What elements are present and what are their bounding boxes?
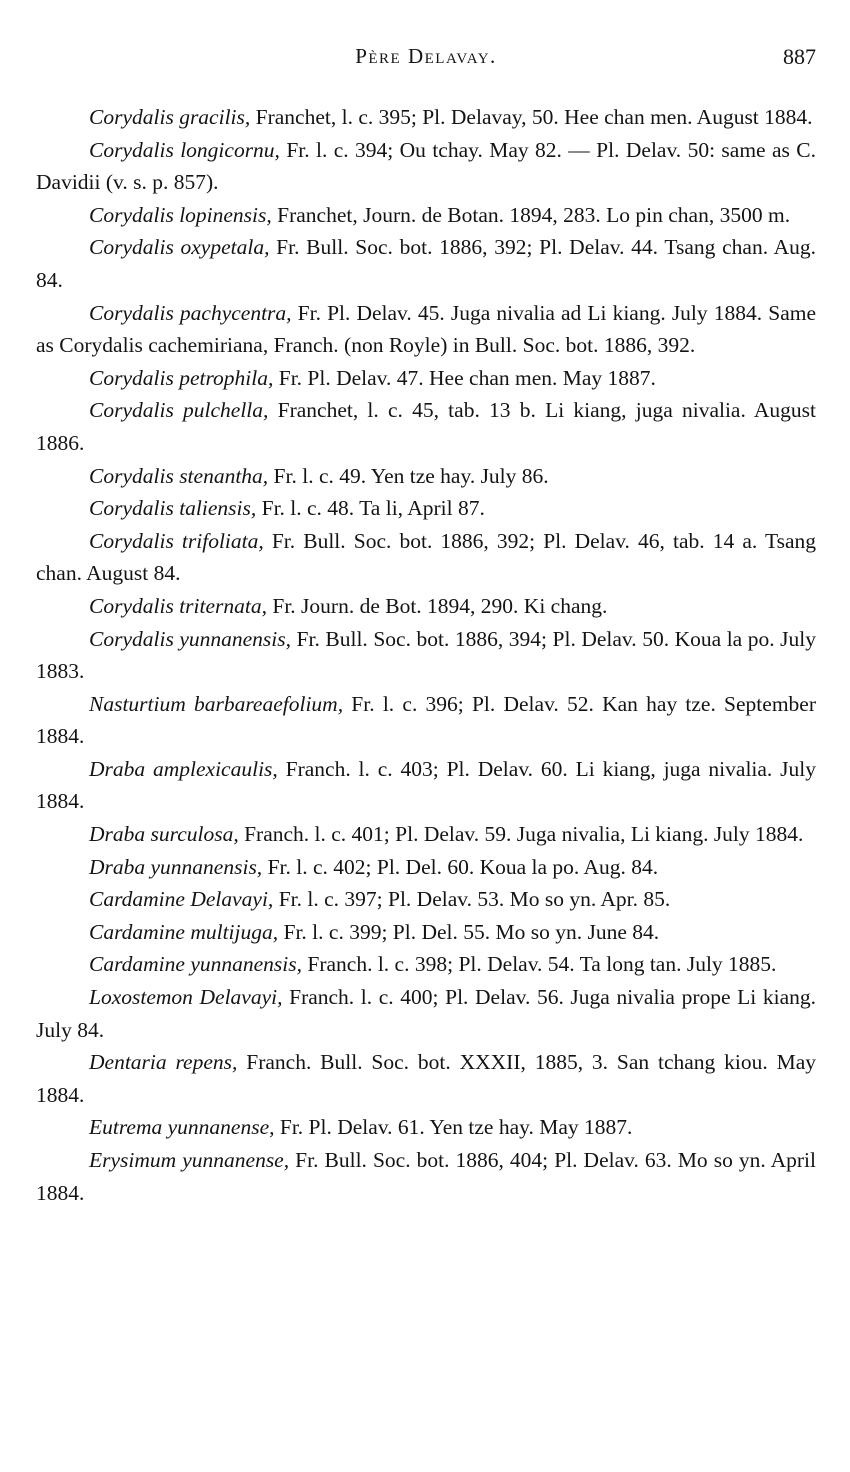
species-citation: Fr. Pl. Delav. 47. Hee chan men. May 1887. bbox=[273, 365, 656, 390]
species-name: Eutrema yunnanense, bbox=[89, 1115, 275, 1140]
species-name: Erysimum yunnanense, bbox=[89, 1148, 290, 1172]
species-citation: Franch. l. c. 401; Pl. Delav. 59. Juga nivalia, Li kiang. July 1884. bbox=[238, 822, 804, 847]
running-title: Père Delavay. bbox=[355, 44, 497, 68]
species-citation: Franch. l. c. 400; Pl. Delav. 56. Juga nivalia prope Li kiang. July 84. bbox=[36, 985, 816, 1042]
species-entry bbox=[36, 1046, 816, 1111]
species-citation: Franch. l. c. 403; Pl. Delav. 60. Li kiang, juga nivalia. July 1884. bbox=[36, 756, 816, 814]
species-citation: Fr. l. c. 402; Pl. Del. 60. Koua la po. Aug. 84. bbox=[262, 854, 659, 879]
species-name: Corydalis taliensis, bbox=[89, 496, 257, 521]
species-name: Dentaria repens, bbox=[89, 1050, 238, 1075]
species-name: Corydalis gracilis, bbox=[89, 105, 251, 129]
species-name: Corydalis trifoliata, bbox=[89, 528, 264, 553]
species-name: Draba yunnanensis, bbox=[89, 854, 263, 879]
species-entry bbox=[36, 394, 816, 459]
page-header bbox=[36, 44, 816, 84]
species-entry bbox=[36, 199, 816, 232]
species-citation: Franchet, l. c. 45, tab. 13 b. Li kiang, juga nivalia. August 1886. bbox=[36, 398, 816, 455]
species-entry bbox=[36, 1144, 816, 1209]
species-entry bbox=[36, 916, 816, 949]
species-entry bbox=[36, 883, 816, 916]
species-name: Corydalis petrophila, bbox=[89, 365, 274, 390]
species-entry bbox=[36, 1111, 816, 1144]
species-entry bbox=[36, 362, 816, 395]
species-citation: Fr. Pl. Delav. 61. Yen tze hay. May 1887. bbox=[274, 1115, 633, 1140]
species-name: Corydalis oxypetala, bbox=[89, 235, 270, 260]
page-number: 887 bbox=[783, 44, 816, 69]
species-name: Corydalis triternata, bbox=[89, 593, 267, 618]
species-entry bbox=[36, 948, 816, 981]
species-entry bbox=[36, 101, 816, 134]
species-name: Cardamine multijuga, bbox=[89, 919, 279, 944]
species-entry bbox=[36, 590, 816, 623]
species-entry bbox=[36, 460, 816, 493]
species-citation: Franch. Bull. Soc. bot. XXXII, 1885, 3. San tchang kiou. May 1884. bbox=[36, 1050, 817, 1107]
species-name: Nasturtium barbareaefolium, bbox=[89, 691, 344, 716]
species-name: Corydalis yunnanensis, bbox=[89, 626, 292, 651]
species-entry bbox=[36, 525, 816, 590]
species-citation: Fr. Bull. Soc. bot. 1886, 392; Pl. Delav. 44. Tsang chan. Aug. 84. bbox=[36, 235, 816, 292]
species-citation: Fr. l. c. 49. Yen tze hay. July 86. bbox=[268, 463, 549, 488]
species-citation: Fr. l. c. 397; Pl. Delav. 53. Mo so yn. Apr. 85. bbox=[273, 887, 671, 912]
species-entry bbox=[36, 623, 816, 688]
species-name: Corydalis pachycentra, bbox=[89, 300, 292, 325]
species-citation: Fr. Journ. de Bot. 1894, 290. Ki chang. bbox=[266, 593, 608, 618]
species-name: Corydalis lopinensis, bbox=[89, 202, 272, 227]
species-citation: Fr. Bull. Soc. bot. 1886, 392; Pl. Delav. 46, tab. 14 a. Tsang chan. August 84. bbox=[36, 528, 816, 586]
species-citation: Franchet, Journ. de Botan. 1894, 283. Lo pin chan, 3500 m. bbox=[271, 202, 791, 227]
species-citation: Fr. Bull. Soc. bot. 1886, 404; Pl. Delav. 63. Mo so yn. April 1884. bbox=[36, 1148, 817, 1205]
species-citation: Fr. l. c. 394; Ou tchay. May 82. — Pl. Delav. 50: same as C. Davidii (v. s. p. 857). bbox=[36, 137, 816, 195]
species-entry bbox=[36, 492, 816, 525]
species-entry bbox=[36, 134, 816, 199]
species-name: Cardamine Delavayi, bbox=[89, 887, 274, 912]
species-entry bbox=[36, 297, 816, 362]
species-name: Draba amplexicaulis, bbox=[89, 756, 278, 781]
species-entry bbox=[36, 231, 816, 296]
species-entry bbox=[36, 753, 816, 818]
species-citation: Fr. l. c. 396; Pl. Delav. 52. Kan hay tze. September 1884. bbox=[36, 691, 816, 749]
species-citation: Franchet, l. c. 395; Pl. Delavay, 50. Hee chan men. August 1884. bbox=[250, 105, 813, 129]
species-entry bbox=[36, 851, 816, 884]
species-entry bbox=[36, 688, 816, 753]
species-name: Loxostemon Delavayi, bbox=[89, 985, 283, 1010]
species-list bbox=[36, 101, 816, 1209]
species-name: Corydalis pulchella, bbox=[89, 398, 269, 423]
species-name: Corydalis longicornu, bbox=[89, 137, 280, 162]
species-name: Draba surculosa, bbox=[89, 822, 239, 847]
species-entry bbox=[36, 981, 816, 1046]
species-entry bbox=[36, 818, 816, 851]
species-citation: Fr. l. c. 399; Pl. Del. 55. Mo so yn. June 84. bbox=[278, 919, 660, 944]
species-citation: Fr. Bull. Soc. bot. 1886, 394; Pl. Delav. 50. Koua la po. July 1883. bbox=[36, 626, 816, 684]
species-name: Cardamine yunnanensis, bbox=[89, 952, 302, 977]
species-citation: Fr. l. c. 48. Ta li, April 87. bbox=[256, 496, 485, 521]
species-citation: Franch. l. c. 398; Pl. Delav. 54. Ta long tan. July 1885. bbox=[302, 952, 777, 977]
species-citation: Fr. Pl. Delav. 45. Juga nivalia ad Li kiang. July 1884. Same as Corydalis cachemiriana, Franch. (non Royle) in Bull. Soc. bot. 1886, 392. bbox=[36, 300, 816, 358]
species-name: Corydalis stenantha, bbox=[89, 463, 269, 488]
